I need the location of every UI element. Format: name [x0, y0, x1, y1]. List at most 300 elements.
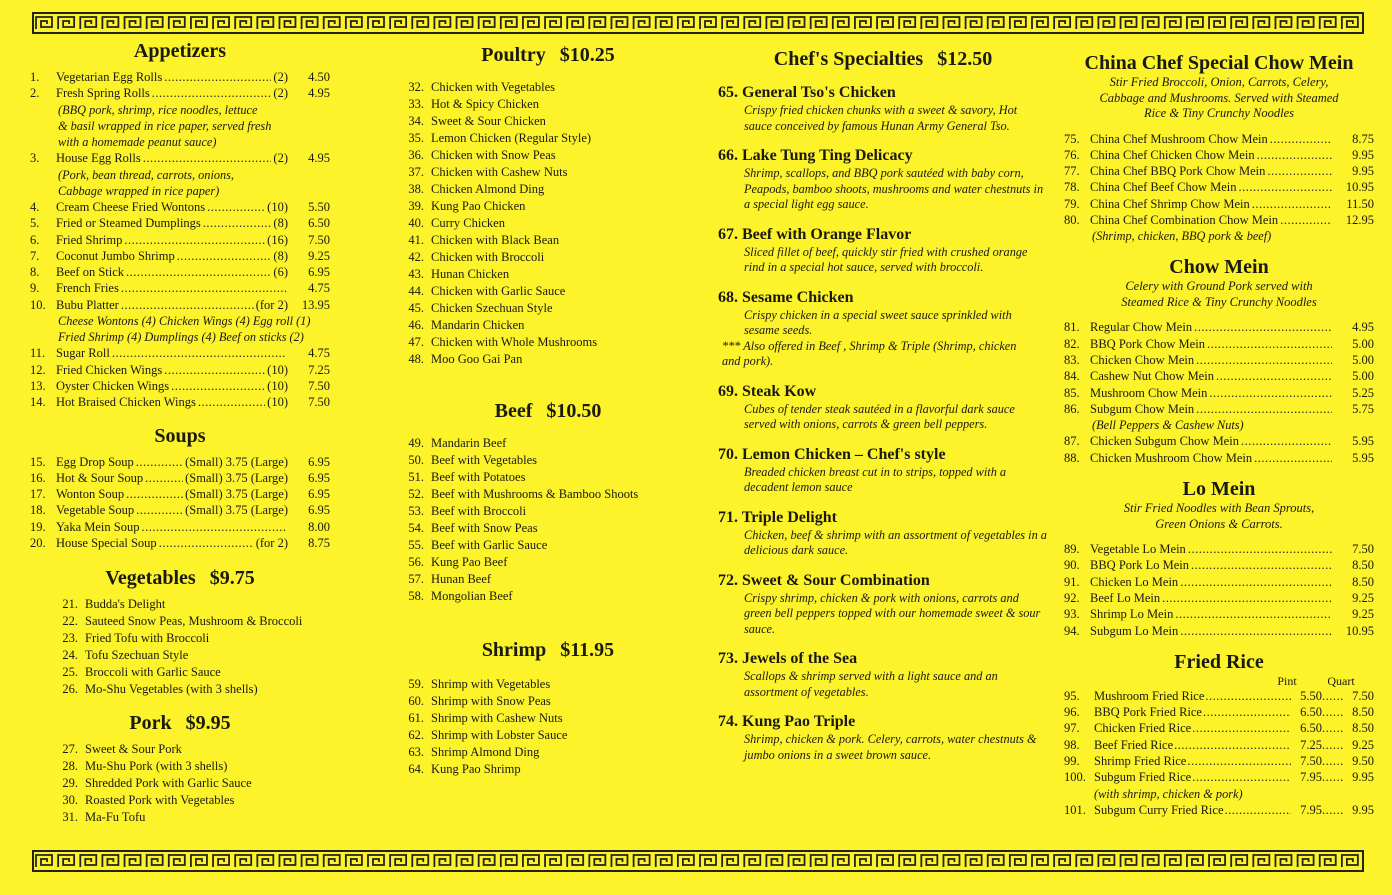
- item-portion: (for 2): [255, 297, 288, 312]
- menu-item: [1064, 131, 1374, 147]
- item-number: 82.: [1064, 336, 1080, 351]
- menu-item: [1064, 212, 1374, 228]
- dot-leader: [1162, 590, 1332, 606]
- item-name: Chicken with Garlic Sauce: [431, 284, 566, 298]
- specialty-title: 66. Lake Tung Ting Delicacy: [718, 147, 913, 164]
- menu-item: [398, 334, 698, 351]
- beef-title: Beef $10.50: [494, 400, 602, 422]
- menu-item: [30, 232, 330, 248]
- menu-item: [30, 345, 330, 361]
- item-number: 61.: [408, 711, 424, 725]
- item-name: Kung Pao Shrimp: [431, 762, 521, 776]
- menu-item: [1064, 352, 1374, 368]
- item-price-quart: 9.50: [1352, 754, 1374, 769]
- item-name: Beef Lo Mein: [1090, 590, 1161, 605]
- item-portion: (6): [273, 265, 288, 280]
- item-number: 31.: [62, 810, 78, 825]
- lomein-title: Lo Mein: [1182, 478, 1256, 501]
- item-name: Beef with Broccoli: [431, 504, 527, 518]
- item-name: Broccoli with Garlic Sauce: [85, 665, 221, 680]
- dot-leader: [1280, 212, 1332, 228]
- item-number: 99.: [1064, 754, 1080, 769]
- menu-item: [1064, 541, 1374, 557]
- item-name: Beef Fried Rice: [1094, 737, 1174, 752]
- item-name: Vegetable Lo Mein: [1090, 542, 1186, 557]
- menu-item: [1064, 557, 1374, 573]
- item-name: Regular Chow Mein: [1090, 320, 1193, 335]
- item-price: 10.95: [1345, 623, 1374, 638]
- item-price-pint: 6.50: [1300, 705, 1322, 720]
- item-name: Kung Pao Chicken: [431, 199, 526, 213]
- dot-leader: [1207, 336, 1332, 352]
- item-note: (BBQ pork, shrimp, rice noodles, lettuce: [58, 102, 258, 117]
- item-name: China Chef Mushroom Chow Mein: [1090, 131, 1268, 146]
- item-number: 85.: [1064, 385, 1080, 400]
- dot-leader: [171, 378, 265, 394]
- menu-item: [52, 681, 330, 698]
- dot-leader: [1322, 737, 1344, 753]
- item-name: Beef on Stick: [56, 265, 125, 280]
- menu-item: [398, 727, 698, 744]
- item-number: 18.: [30, 503, 46, 518]
- menu-item: [1064, 147, 1374, 163]
- menu-item: [1064, 385, 1374, 401]
- item-name: Budda's Delight: [85, 597, 166, 612]
- friedrice-header: Pint Quart: [1277, 673, 1355, 688]
- specialty-title: 70. Lemon Chicken – Chef's style: [718, 445, 946, 463]
- item-name: China Chef Chicken Chow Mein: [1090, 147, 1255, 162]
- menu-item: [30, 486, 330, 502]
- item-name: Mo-Shu Vegetables (with 3 shells): [85, 682, 258, 697]
- item-name: Tofu Szechuan Style: [85, 648, 189, 663]
- specialty-title: 65. General Tso's Chicken: [718, 84, 896, 101]
- item-portion: (Small) 3.75 (Large): [185, 503, 288, 518]
- beef-list: [398, 435, 698, 605]
- item-name: Shrimp with Snow Peas: [431, 694, 551, 708]
- item-number: 30.: [62, 793, 78, 808]
- item-name: Hot & Sour Soup: [56, 470, 144, 485]
- item-price: 6.95: [308, 503, 330, 518]
- item-number: 23.: [62, 631, 78, 646]
- item-name: Sweet & Sour Pork: [85, 742, 182, 757]
- item-number: 94.: [1064, 623, 1080, 638]
- menu-item: [1064, 769, 1374, 785]
- menu-item: [52, 758, 330, 775]
- dot-leader: [1241, 433, 1332, 449]
- dot-leader: [1225, 802, 1291, 818]
- menu-item: [398, 317, 698, 334]
- item-price-quart: 8.50: [1352, 705, 1374, 720]
- item-note: Cabbage wrapped in rice paper): [58, 183, 220, 198]
- item-name: China Chef Shrimp Chow Mein: [1090, 196, 1250, 211]
- vegetables-title: Vegetables $9.75: [105, 567, 255, 590]
- item-number: 84.: [1064, 369, 1080, 384]
- specialty-desc: Crispy chicken in a special sweet sauce sprinkled with sesame seeds.: [744, 307, 1012, 337]
- item-number: 52.: [408, 487, 424, 501]
- menu-item: [398, 164, 698, 181]
- item-number: 25.: [62, 665, 78, 680]
- item-price-pint: 7.95: [1300, 770, 1322, 785]
- item-number: 96.: [1064, 705, 1080, 720]
- item-price-quart: 9.95: [1352, 770, 1374, 785]
- shrimp-title: Shrimp $11.95: [481, 639, 615, 661]
- item-name: Hot Braised Chicken Wings: [56, 395, 196, 410]
- item-price-quart: 7.50: [1352, 688, 1374, 703]
- item-price: 6.50: [308, 216, 330, 231]
- greek-key-border-bottom: [32, 850, 1364, 872]
- item-price: 5.95: [1352, 434, 1374, 449]
- menu-item: [1064, 720, 1374, 736]
- column-4: [1064, 38, 1374, 818]
- item-number: 87.: [1064, 434, 1080, 449]
- item-name: Chicken with Whole Mushrooms: [431, 335, 598, 349]
- item-name: Mushroom Fried Rice: [1094, 688, 1205, 703]
- item-name: Shredded Pork with Garlic Sauce: [85, 776, 252, 791]
- item-price: 5.00: [1352, 336, 1374, 351]
- item-price: 6.95: [308, 265, 330, 280]
- item-number: 63.: [408, 745, 424, 759]
- menu-item: [1064, 163, 1374, 179]
- appetizers-list: [30, 69, 330, 411]
- poultry-title: Poultry $10.25: [481, 44, 615, 66]
- item-number: 37.: [408, 165, 424, 179]
- item-name: Hot & Spicy Chicken: [431, 97, 539, 111]
- item-price: 7.25: [308, 362, 330, 377]
- menu-item: [1064, 623, 1374, 639]
- dot-leader: [1254, 450, 1332, 466]
- item-number: 32.: [408, 80, 424, 94]
- menu-item: [1064, 590, 1374, 606]
- appetizers-title: Appetizers: [133, 40, 227, 62]
- specialty-item: [718, 146, 1048, 213]
- item-number: 90.: [1064, 558, 1080, 573]
- menu-item: [398, 469, 698, 486]
- item-portion: (8): [273, 248, 288, 263]
- item-price: 4.95: [308, 86, 330, 101]
- specialty-desc: Sliced fillet of beef, quickly stir fried with crushed orange rind in a special hot sauce, served with broccoli.: [744, 244, 1028, 274]
- item-number: 48.: [408, 352, 424, 366]
- greek-key-border-top: [32, 12, 1364, 34]
- item-portion: (10): [267, 395, 288, 410]
- menu-item: [1064, 606, 1374, 622]
- dot-leader: [141, 519, 286, 535]
- item-price: 13.95: [301, 297, 330, 312]
- menu-item: [398, 215, 698, 232]
- item-number: 45.: [408, 301, 424, 315]
- item-name: Shrimp with Cashew Nuts: [431, 711, 563, 725]
- item-name: Chicken with Snow Peas: [431, 148, 556, 162]
- special-chow-list: [1064, 131, 1374, 245]
- item-name: Subgum Chow Mein: [1090, 401, 1195, 416]
- item-note: (Bell Peppers & Cashew Nuts): [1092, 418, 1244, 433]
- item-name: Beef with Potatoes: [431, 470, 526, 484]
- item-price: 11.50: [1346, 196, 1374, 211]
- dot-leader: [207, 199, 265, 215]
- menu-item: [52, 630, 330, 647]
- pork-title: Pork $9.95: [129, 712, 231, 735]
- item-number: 33.: [408, 97, 424, 111]
- item-number: 93.: [1064, 607, 1080, 622]
- item-number: 36.: [408, 148, 424, 162]
- item-price: 4.95: [1352, 320, 1374, 335]
- item-price-quart: 8.50: [1352, 721, 1374, 736]
- dot-leader: [1322, 802, 1344, 818]
- item-note: & basil wrapped in rice paper, served fresh: [58, 118, 272, 133]
- item-price: 4.95: [308, 151, 330, 166]
- item-number: 50.: [408, 453, 424, 467]
- item-note: with a homemade peanut sauce): [58, 135, 217, 149]
- chefs-title: Chef's Specialties $12.50: [773, 48, 993, 70]
- item-name: Mu-Shu Pork (with 3 shells): [85, 759, 228, 774]
- specialty-title: 72. Sweet & Sour Combination: [718, 571, 930, 589]
- item-portion: (10): [267, 199, 288, 214]
- dot-leader: [1174, 737, 1291, 753]
- menu-item: [398, 486, 698, 503]
- menu-item: [30, 519, 330, 535]
- menu-item: [1064, 336, 1374, 352]
- item-number: 76.: [1064, 147, 1080, 162]
- item-price-pint: 6.50: [1300, 721, 1322, 736]
- dot-leader: [1175, 606, 1332, 622]
- item-portion: (2): [273, 86, 288, 101]
- item-portion: (10): [267, 378, 288, 393]
- item-price: 7.50: [308, 395, 330, 410]
- item-portion: (Small) 3.75 (Large): [185, 470, 288, 485]
- dot-leader: [198, 394, 265, 410]
- item-number: 91.: [1064, 574, 1080, 589]
- dot-leader: [1216, 368, 1332, 384]
- item-number: 51.: [408, 470, 424, 484]
- item-number: 101.: [1064, 802, 1086, 817]
- item-number: 15.: [30, 454, 46, 469]
- item-price-quart: 9.95: [1352, 802, 1374, 817]
- dot-leader: [1192, 720, 1291, 736]
- item-name: Subgum Lo Mein: [1090, 623, 1179, 638]
- item-price: 6.95: [308, 470, 330, 485]
- item-price: 7.50: [308, 232, 330, 247]
- menu-item: [52, 613, 330, 630]
- item-name: Cream Cheese Fried Wontons: [56, 199, 206, 214]
- dot-leader: [152, 85, 272, 101]
- menu-item: [1064, 319, 1374, 335]
- item-note: Cheese Wontons (4) Chicken Wings (4) Egg roll (1): [58, 313, 311, 328]
- item-note: Fried Shrimp (4) Dumplings (4) Beef on sticks (2): [58, 330, 304, 345]
- item-number: 59.: [408, 677, 424, 691]
- item-number: 4.: [30, 199, 40, 214]
- specialty-item: [718, 382, 1048, 433]
- column-3: [718, 38, 1048, 775]
- item-name: Lemon Chicken (Regular Style): [431, 131, 592, 145]
- specialty-desc: Shrimp, chicken & pork. Celery, carrots, water chestnuts & jumbo onions in a sweet brown sauce.: [744, 732, 1037, 762]
- item-portion: (16): [267, 232, 288, 247]
- menu-item: [52, 596, 330, 613]
- item-number: 3.: [30, 151, 40, 166]
- item-price: 9.95: [1352, 147, 1374, 162]
- dot-leader: [1180, 574, 1332, 590]
- item-name: Coconut Jumbo Shrimp: [56, 248, 175, 263]
- menu-item: [398, 266, 698, 283]
- item-price: 6.95: [308, 487, 330, 502]
- item-number: 35.: [408, 131, 424, 145]
- menu-item: [398, 198, 698, 215]
- menu-item: [52, 664, 330, 681]
- item-number: 56.: [408, 555, 424, 569]
- dot-leader: [136, 454, 183, 470]
- item-name: Chicken Subgum Chow Mein: [1090, 434, 1239, 449]
- dot-leader: [1188, 541, 1332, 557]
- menu-item: [1064, 401, 1374, 417]
- item-name: BBQ Pork Chow Mein: [1090, 336, 1205, 351]
- item-number: 57.: [408, 572, 424, 586]
- menu-item: [398, 693, 698, 710]
- item-name: Chicken with Cashew Nuts: [431, 165, 568, 179]
- chow-title: Chow Mein: [1169, 256, 1269, 279]
- item-note: (Shrimp, chicken, BBQ pork & beef): [1092, 229, 1272, 244]
- menu-item: [1064, 737, 1374, 753]
- menu-item: [30, 199, 330, 215]
- dot-leader: [1194, 319, 1332, 335]
- item-price-pint: 7.50: [1300, 754, 1322, 769]
- dot-leader: [1180, 623, 1332, 639]
- item-name: Subgum Fried Rice: [1094, 770, 1192, 785]
- item-name: Shrimp Almond Ding: [431, 745, 540, 759]
- vegetables-list: [30, 596, 330, 698]
- item-price: 8.50: [1352, 558, 1374, 573]
- specialty-item: [718, 83, 1048, 134]
- menu-item: [52, 775, 330, 792]
- item-price: 5.75: [1352, 401, 1374, 416]
- menu-item: [1064, 704, 1374, 720]
- item-number: 27.: [62, 742, 78, 757]
- chow-desc: Celery with Ground Pork served with Steamed Rice & Tiny Crunchy Noodles: [1121, 279, 1317, 309]
- item-name: Ma-Fu Tofu: [85, 810, 146, 825]
- menu-item: [398, 588, 698, 605]
- specialty-desc: Crispy shrimp, chicken & pork with onions, carrots and green bell peppers topped with our homemade sweet & sour sauce.: [744, 590, 1041, 636]
- menu-item: [30, 470, 330, 486]
- item-price: 8.75: [1352, 131, 1374, 146]
- item-number: 42.: [408, 250, 424, 264]
- friedrice-title: Fried Rice: [1174, 650, 1264, 673]
- item-number: 41.: [408, 233, 424, 247]
- item-portion: (8): [273, 216, 288, 231]
- dot-leader: [126, 486, 183, 502]
- menu-item: [398, 503, 698, 520]
- item-price: 8.75: [308, 536, 330, 551]
- item-number: 16.: [30, 470, 46, 485]
- item-number: 49.: [408, 436, 424, 450]
- item-name: Sauteed Snow Peas, Mushroom & Broccoli: [85, 614, 303, 629]
- menu-item: [398, 96, 698, 113]
- item-number: 89.: [1064, 542, 1080, 557]
- dot-leader: [1196, 352, 1332, 368]
- item-number: 8.: [30, 265, 40, 280]
- item-name: Hunan Chicken: [431, 267, 510, 281]
- specialty-desc: Breaded chicken breast cut in to strips, topped with a decadent lemon sauce: [744, 464, 1007, 494]
- item-number: 1.: [30, 70, 40, 84]
- item-number: 54.: [408, 521, 424, 535]
- friedrice-list: [1064, 688, 1374, 818]
- item-name: BBQ Pork Lo Mein: [1090, 558, 1189, 573]
- menu-item: [398, 181, 698, 198]
- item-price: 7.50: [1352, 542, 1374, 557]
- pork-list: [30, 741, 330, 826]
- item-portion: (Small) 3.75 (Large): [185, 454, 288, 469]
- item-price: 9.95: [1352, 164, 1374, 179]
- dot-leader: [1322, 688, 1344, 704]
- menu-item: [52, 792, 330, 809]
- item-number: 24.: [62, 648, 78, 663]
- item-number: 17.: [30, 487, 46, 502]
- item-number: 60.: [408, 694, 424, 708]
- item-name: Chicken Szechuan Style: [431, 301, 553, 315]
- item-name: Vegetarian Egg Rolls: [56, 70, 163, 84]
- item-portion: (2): [273, 70, 288, 84]
- dot-leader: [1252, 196, 1332, 212]
- specialty-title: 68. Sesame Chicken: [718, 288, 854, 306]
- item-name: Egg Drop Soup: [56, 454, 134, 469]
- specialty-item: [718, 649, 1048, 700]
- dot-leader: [124, 232, 265, 248]
- item-number: 38.: [408, 182, 424, 196]
- item-number: 81.: [1064, 320, 1080, 335]
- item-number: 21.: [62, 597, 78, 612]
- menu-item: [30, 378, 330, 394]
- item-name: Sweet & Sour Chicken: [431, 114, 546, 128]
- dot-leader: [1239, 179, 1332, 195]
- item-name: Cashew Nut Chow Mein: [1090, 369, 1214, 384]
- item-name: China Chef BBQ Pork Chow Mein: [1090, 164, 1266, 179]
- item-name: Roasted Pork with Vegetables: [85, 793, 235, 808]
- item-name: Chicken Mushroom Chow Mein: [1090, 450, 1253, 465]
- item-name: Curry Chicken: [431, 216, 505, 230]
- item-number: 95.: [1064, 688, 1080, 703]
- menu-item: [398, 761, 698, 778]
- item-number: 92.: [1064, 590, 1080, 605]
- specialty-item: [718, 712, 1048, 763]
- dot-leader: [143, 150, 272, 166]
- item-price: 12.95: [1345, 212, 1374, 227]
- item-portion: (Small) 3.75 (Large): [185, 487, 288, 502]
- menu-item: [1064, 688, 1374, 704]
- item-number: 11.: [30, 346, 46, 361]
- item-name: Oyster Chicken Wings: [56, 378, 170, 393]
- item-name: Shrimp Fried Rice: [1094, 754, 1187, 769]
- specialty-desc: Cubes of tender steak sautéed in a flavorful dark sauce served with onions, carrots & green bell peppers.: [744, 401, 1015, 431]
- dot-leader: [1270, 131, 1332, 147]
- specialty-title: 71. Triple Delight: [718, 508, 837, 526]
- dot-leader: [121, 280, 286, 296]
- menu-item: [30, 85, 330, 101]
- column-2: [398, 38, 698, 778]
- menu-item: [398, 520, 698, 537]
- item-name: Mandarin Chicken: [431, 318, 525, 332]
- menu-item: [30, 264, 330, 280]
- item-name: Fried Chicken Wings: [56, 362, 163, 377]
- item-price-pint: 5.50: [1300, 688, 1322, 703]
- item-number: 83.: [1064, 353, 1080, 368]
- soups-title: Soups: [154, 424, 206, 447]
- item-price: 7.50: [308, 378, 330, 393]
- item-name: Shrimp Lo Mein: [1090, 607, 1174, 622]
- item-number: 58.: [408, 589, 424, 603]
- item-number: 98.: [1064, 737, 1080, 752]
- item-number: 26.: [62, 682, 78, 697]
- item-name: Vegetable Soup: [56, 503, 135, 518]
- menu-item: [398, 113, 698, 130]
- item-number: 97.: [1064, 721, 1080, 736]
- item-price: 5.25: [1352, 385, 1374, 400]
- dot-leader: [1322, 704, 1344, 720]
